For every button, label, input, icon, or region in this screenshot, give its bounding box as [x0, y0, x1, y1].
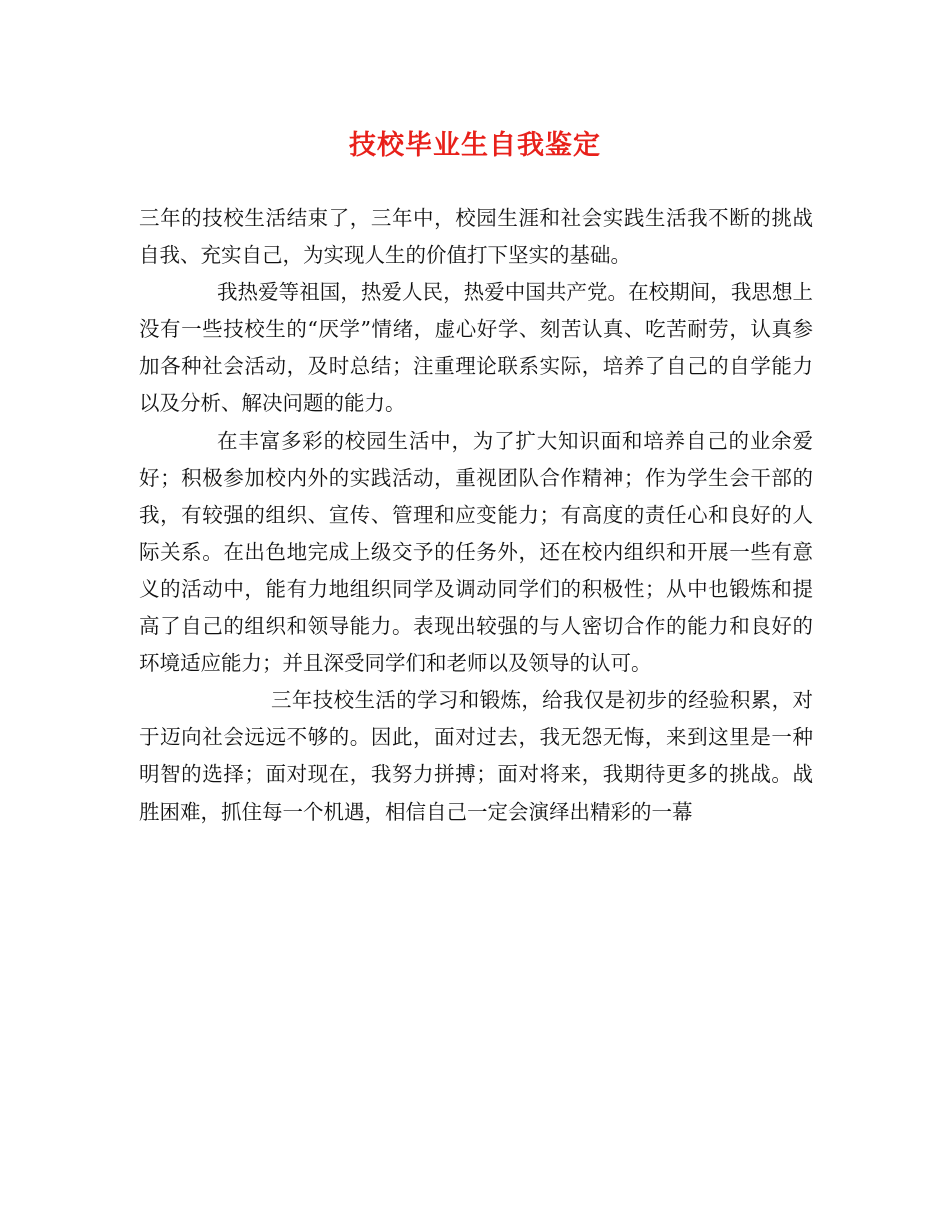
paragraph-campus-life: 在丰富多彩的校园生活中，为了扩大知识面和培养自己的业余爱好；积极参加校内外的实践活动，重视团队合作精神；作为学生会干部的我，有较强的组织、宣传、管理和应变能力；有高度的责任心和良好的人际关系。在出色地完成上级交予的任务外，还在校内组织和开展一些有意义的活动中，能有力地组织同学及调动同学们的积极性；从中也锻炼和提高了自己的组织和领导能力。表现出较强的与人密切合作的能力和良好的环境适应能力；并且深受同学们和老师以及领导的认可。 [139, 428, 813, 676]
paragraph-ideology: 我热爱等祖国，热爱人民，热爱中国共产党。在校期间，我思想上没有一些技校生的“厌学”情绪，虚心好学、刻苦认真、吃苦耐劳，认真参加各种社会活动，及时总结；注重理论联系实际，培养了自己的自学能力以及分析、解决问题的能力。 [139, 280, 813, 416]
document-body [139, 200, 813, 831]
paragraph-intro: 三年的技校生活结束了，三年中，校园生涯和社会实践生活我不断的挑战自我、充实自己，为实现人生的价值打下坚实的基础。 [139, 206, 813, 268]
paragraph-conclusion: 三年技校生活的学习和锻炼，给我仅是初步的经验积累，对于迈向社会远远不够的。因此，面对过去，我无怨无悔，来到这里是一种明智的选择；面对现在，我努力拼搏；面对将来，我期待更多的挑战。战胜困难，抓住每一个机遇，相信自己一定会演绎出精彩的一幕 [139, 688, 813, 824]
page-title: 技校毕业生自我鉴定 [349, 130, 601, 161]
